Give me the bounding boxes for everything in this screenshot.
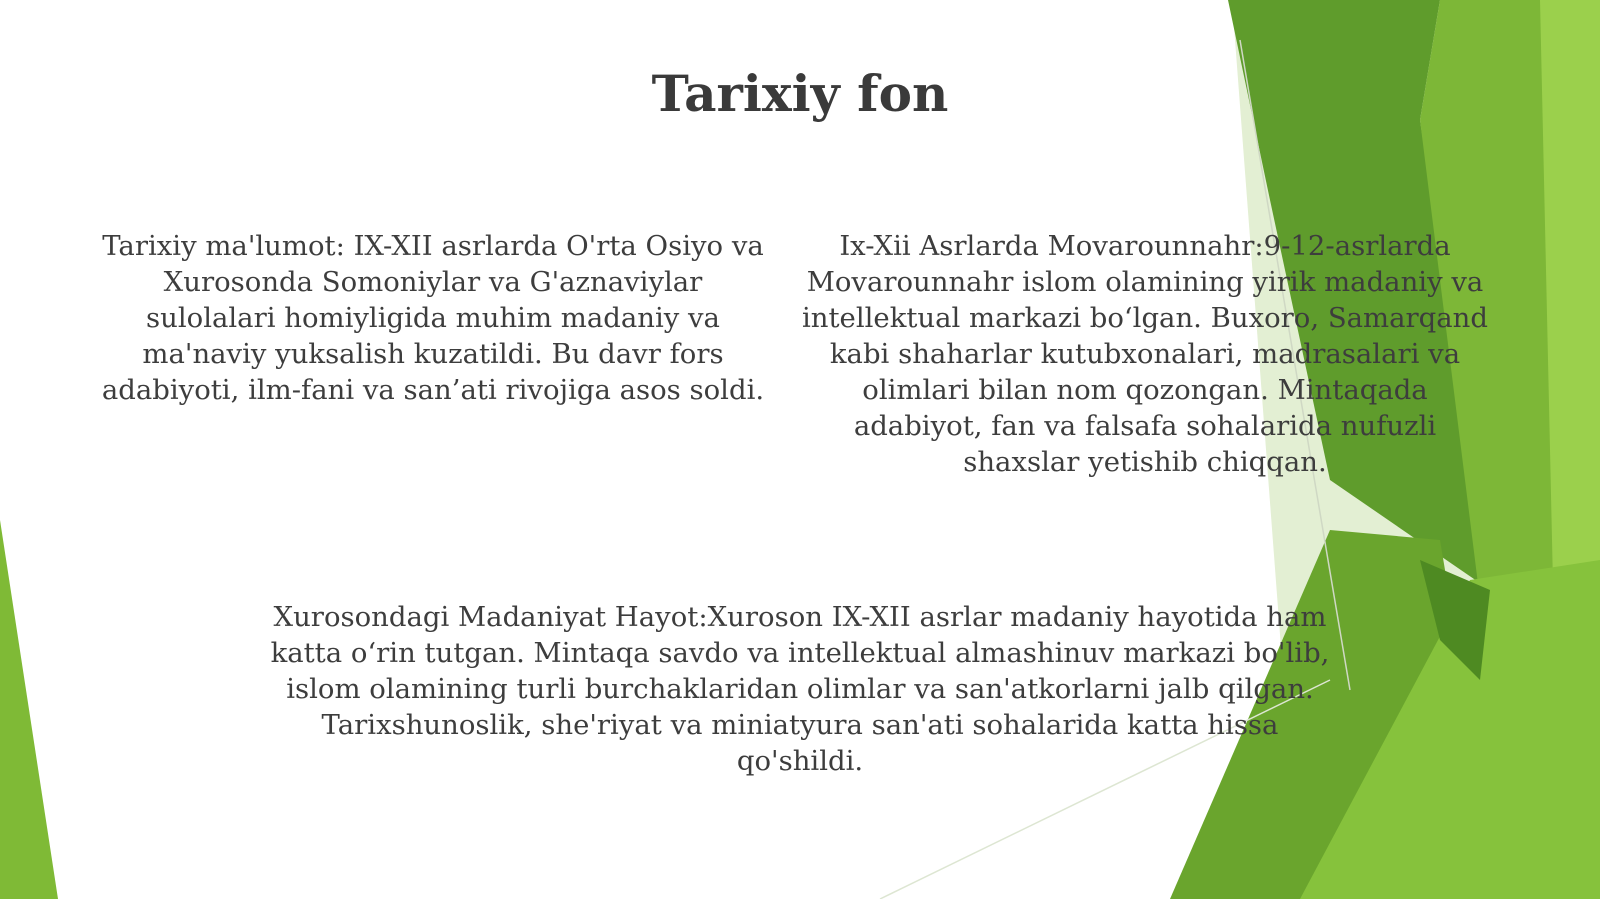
paragraph-movarounnahr: Ix-Xii Asrlarda Movarounnahr:9-12-asrlarda Movarounnahr islom olamining yirik madaniy va intellektual markazi bo‘lgan. Buxoro, Samarqand kabi shaharlar kutubxonalari, madrasalari va olimlari bilan nom qozongan. Mintaqada adabiyot, fan va falsafa sohalarida nufuzli shaxslar yetishib chiqqan. (802, 230, 1488, 478)
left-edge-shape (0, 520, 58, 899)
paragraph-khorasan-culture: Xurosondagi Madaniyat Hayot:Xuroson IX-XII asrlar madaniy hayotida ham katta o‘rin tutgan. Mintaqa savdo va intellektual almashinuv markazi bo'lib, islom olamining turli burchaklaridan olimlar va san'atkorlarni jalb qilgan. Tarixshunoslik, she'riyat va miniatyura san'ati sohalarida katta hissa qo'shildi. (270, 601, 1330, 777)
slide-title: Tarixiy fon (651, 64, 949, 123)
paragraph-historical-info: Tarixiy ma'lumot: IX-XII asrlarda O'rta Osiyo va Xurosonda Somoniylar va G'aznaviylar sulolalari homiyligida muhim madaniy va ma'naviy yuksalish kuzatildi. Bu davr fors adabiyoti, ilm-fani va san’ati rivojiga asos soldi. (101, 230, 765, 406)
